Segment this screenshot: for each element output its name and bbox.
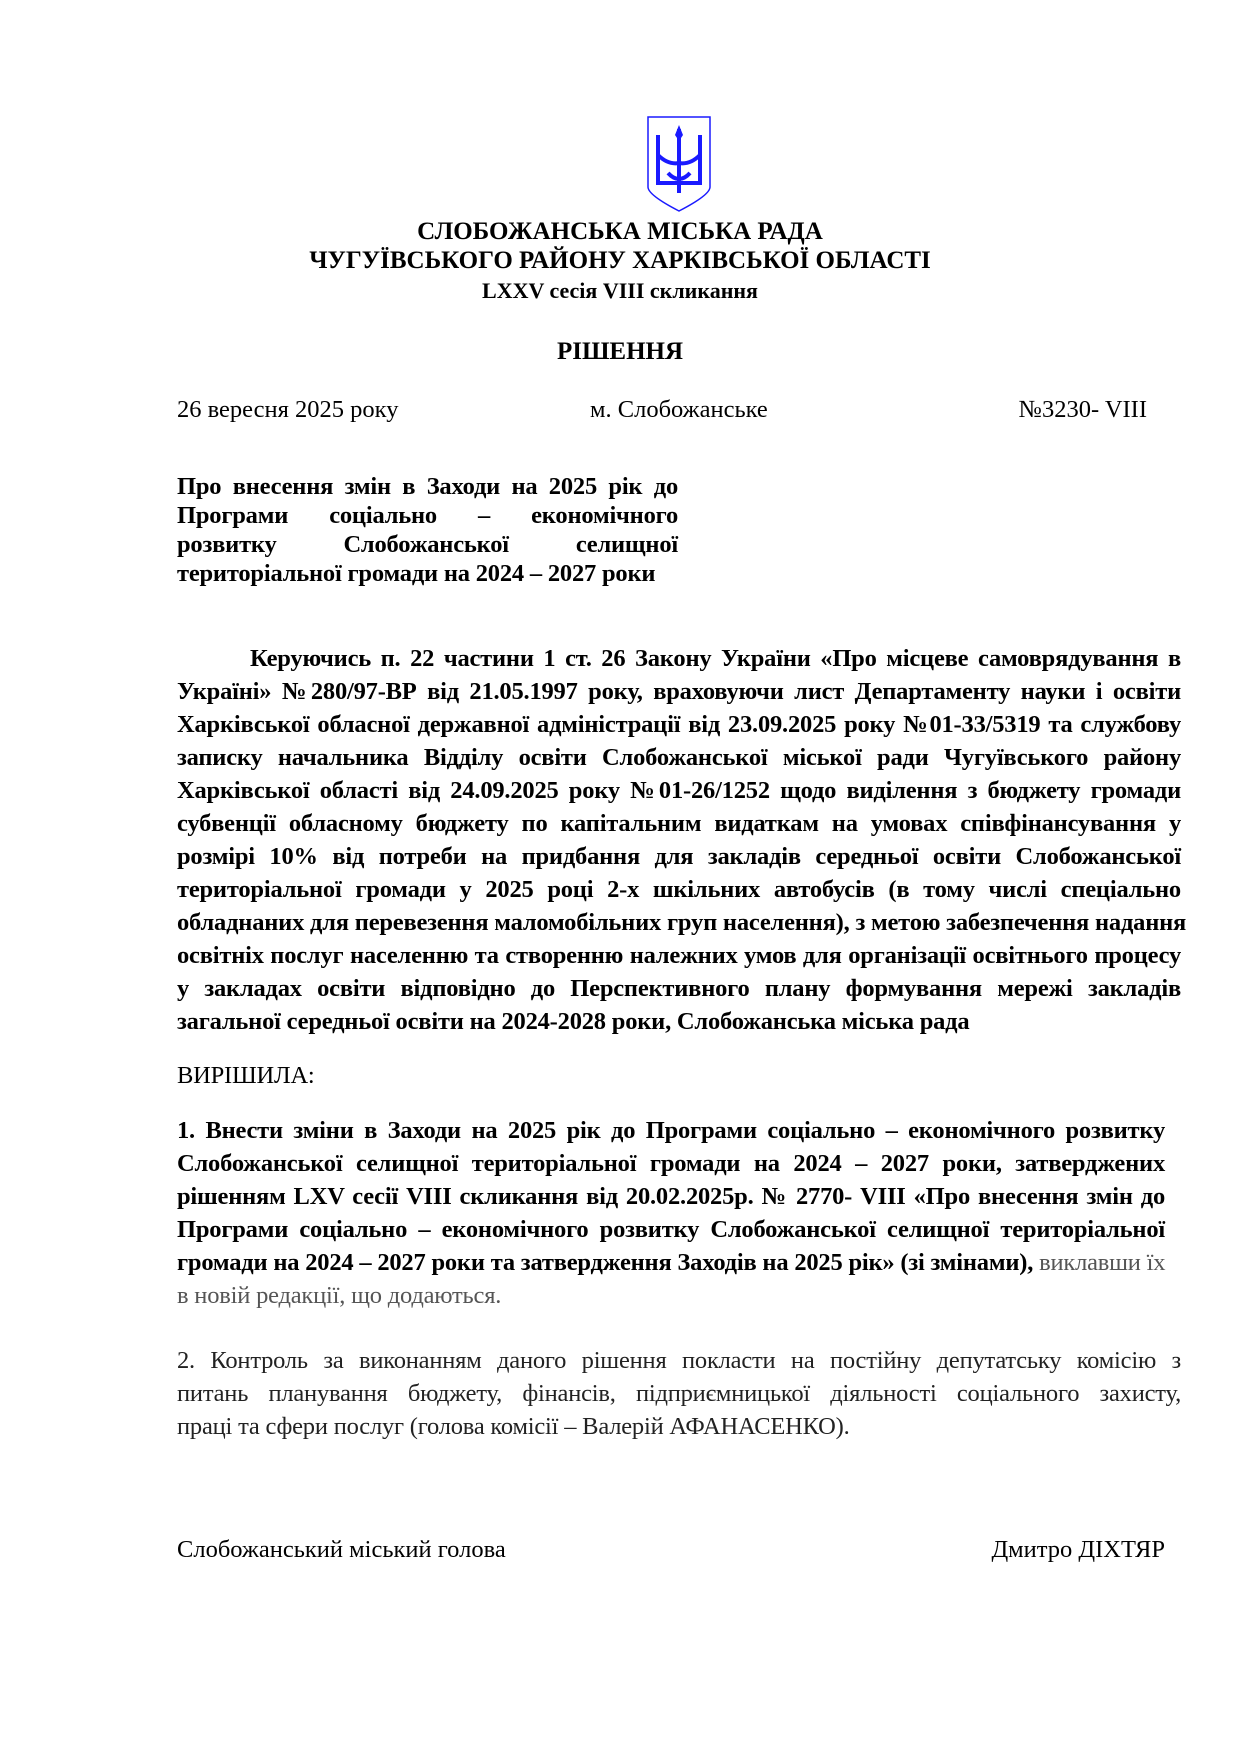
item-line: в новій редакції, що додаються. xyxy=(177,1282,502,1309)
subject-line: Про внесення змін в Заходи на 2025 рік до xyxy=(177,473,678,500)
item-line: рішенням LXV сесії VIII скликання від 20.02.2025р. № 2770- VIII «Про внесення змін до xyxy=(177,1183,1165,1210)
subject-line: територіальної громади на 2024 – 2027 роки xyxy=(177,560,656,587)
item-line: праці та сфери послуг (голова комісії – Валерій АФАНАСЕНКО). xyxy=(177,1413,850,1440)
emblem-icon xyxy=(646,115,712,213)
document-type: РІШЕННЯ xyxy=(556,338,684,365)
decision-date: 26 вересня 2025 року xyxy=(177,396,399,423)
subject-line: Програми соціально – економічного xyxy=(177,502,678,529)
item-line-grey: виклавши їх xyxy=(1033,1249,1166,1276)
preamble-line: загальної середньої освіти на 2024-2028 роки, Слобожанська міська рада xyxy=(177,1008,970,1035)
signature-name: Дмитро ДІХТЯР xyxy=(991,1536,1165,1563)
preamble-line: Керуючись п. 22 частини 1 ст. 26 Закону України «Про місцеве самоврядування в xyxy=(250,645,1181,672)
district-name: ЧУГУЇВСЬКОГО РАЙОНУ ХАРКІВСЬКОЇ ОБЛАСТІ xyxy=(309,247,931,274)
preamble-line: субвенції обласному бюджету по капітальним видаткам на умовах співфінансування у xyxy=(177,810,1181,837)
item-line xyxy=(177,1248,1165,1278)
preamble-line: Харківської обласної державної адміністрації від 23.09.2025 року №01-33/5319 та службову xyxy=(177,711,1181,738)
signature-position: Слобожанський міський голова xyxy=(177,1536,506,1563)
preamble-line: Україні» №280/97-ВР від 21.05.1997 року, враховуючи лист Департаменту науки і освіти xyxy=(177,678,1181,705)
preamble-line: обладнаних для перевезення маломобільних груп населення), з метою забезпечення надання xyxy=(177,909,1187,936)
preamble-line: Харківської області від 24.09.2025 року №01-26/1252 щодо виділення з бюджету громади xyxy=(177,777,1181,804)
item-line: Слобожанської селищної територіальної громади на 2024 – 2027 роки, затверджених xyxy=(177,1150,1165,1177)
preamble-line: територіальної громади у 2025 році 2-х шкільних автобусів (в тому числі спеціально xyxy=(177,876,1181,903)
subject-line: розвитку Слобожанської селищної xyxy=(177,531,678,558)
decision-place: м. Слобожанське xyxy=(590,396,768,423)
preamble-line: розмірі 10% від потреби на придбання для закладів середньої освіти Слобожанської xyxy=(177,843,1181,870)
council-name: СЛОБОЖАНСЬКА МІСЬКА РАДА xyxy=(417,218,823,245)
item-line-bold: громади на 2024 – 2027 роки та затвердження Заходів на 2025 рік» (зі змінами), xyxy=(177,1249,1034,1276)
item-line: Програми соціально – економічного розвитку Слобожанської селищної територіальної xyxy=(177,1216,1165,1243)
item-line: 1. Внести зміни в Заходи на 2025 рік до Програми соціально – економічного розвитку xyxy=(177,1117,1165,1144)
preamble-line: у закладах освіти відповідно до Перспективного плану формування мережі закладів xyxy=(177,975,1181,1002)
decision-number: №3230- VIII xyxy=(1018,396,1147,423)
item-line: питань планування бюджету, фінансів, підприємницької діяльності соціального захисту, xyxy=(177,1380,1181,1407)
item-line: 2. Контроль за виконанням даного рішення покласти на постійну депутатську комісію з xyxy=(177,1347,1181,1374)
preamble-line: освітніх послуг населенню та створенню належних умов для організації освітнього процесу xyxy=(177,942,1181,969)
session: LXXV сесія VIII скликання xyxy=(482,278,758,303)
resolved-label: ВИРІШИЛА: xyxy=(177,1062,315,1089)
preamble-line: записку начальника Відділу освіти Слобожанської міської ради Чугуївського району xyxy=(177,744,1181,771)
